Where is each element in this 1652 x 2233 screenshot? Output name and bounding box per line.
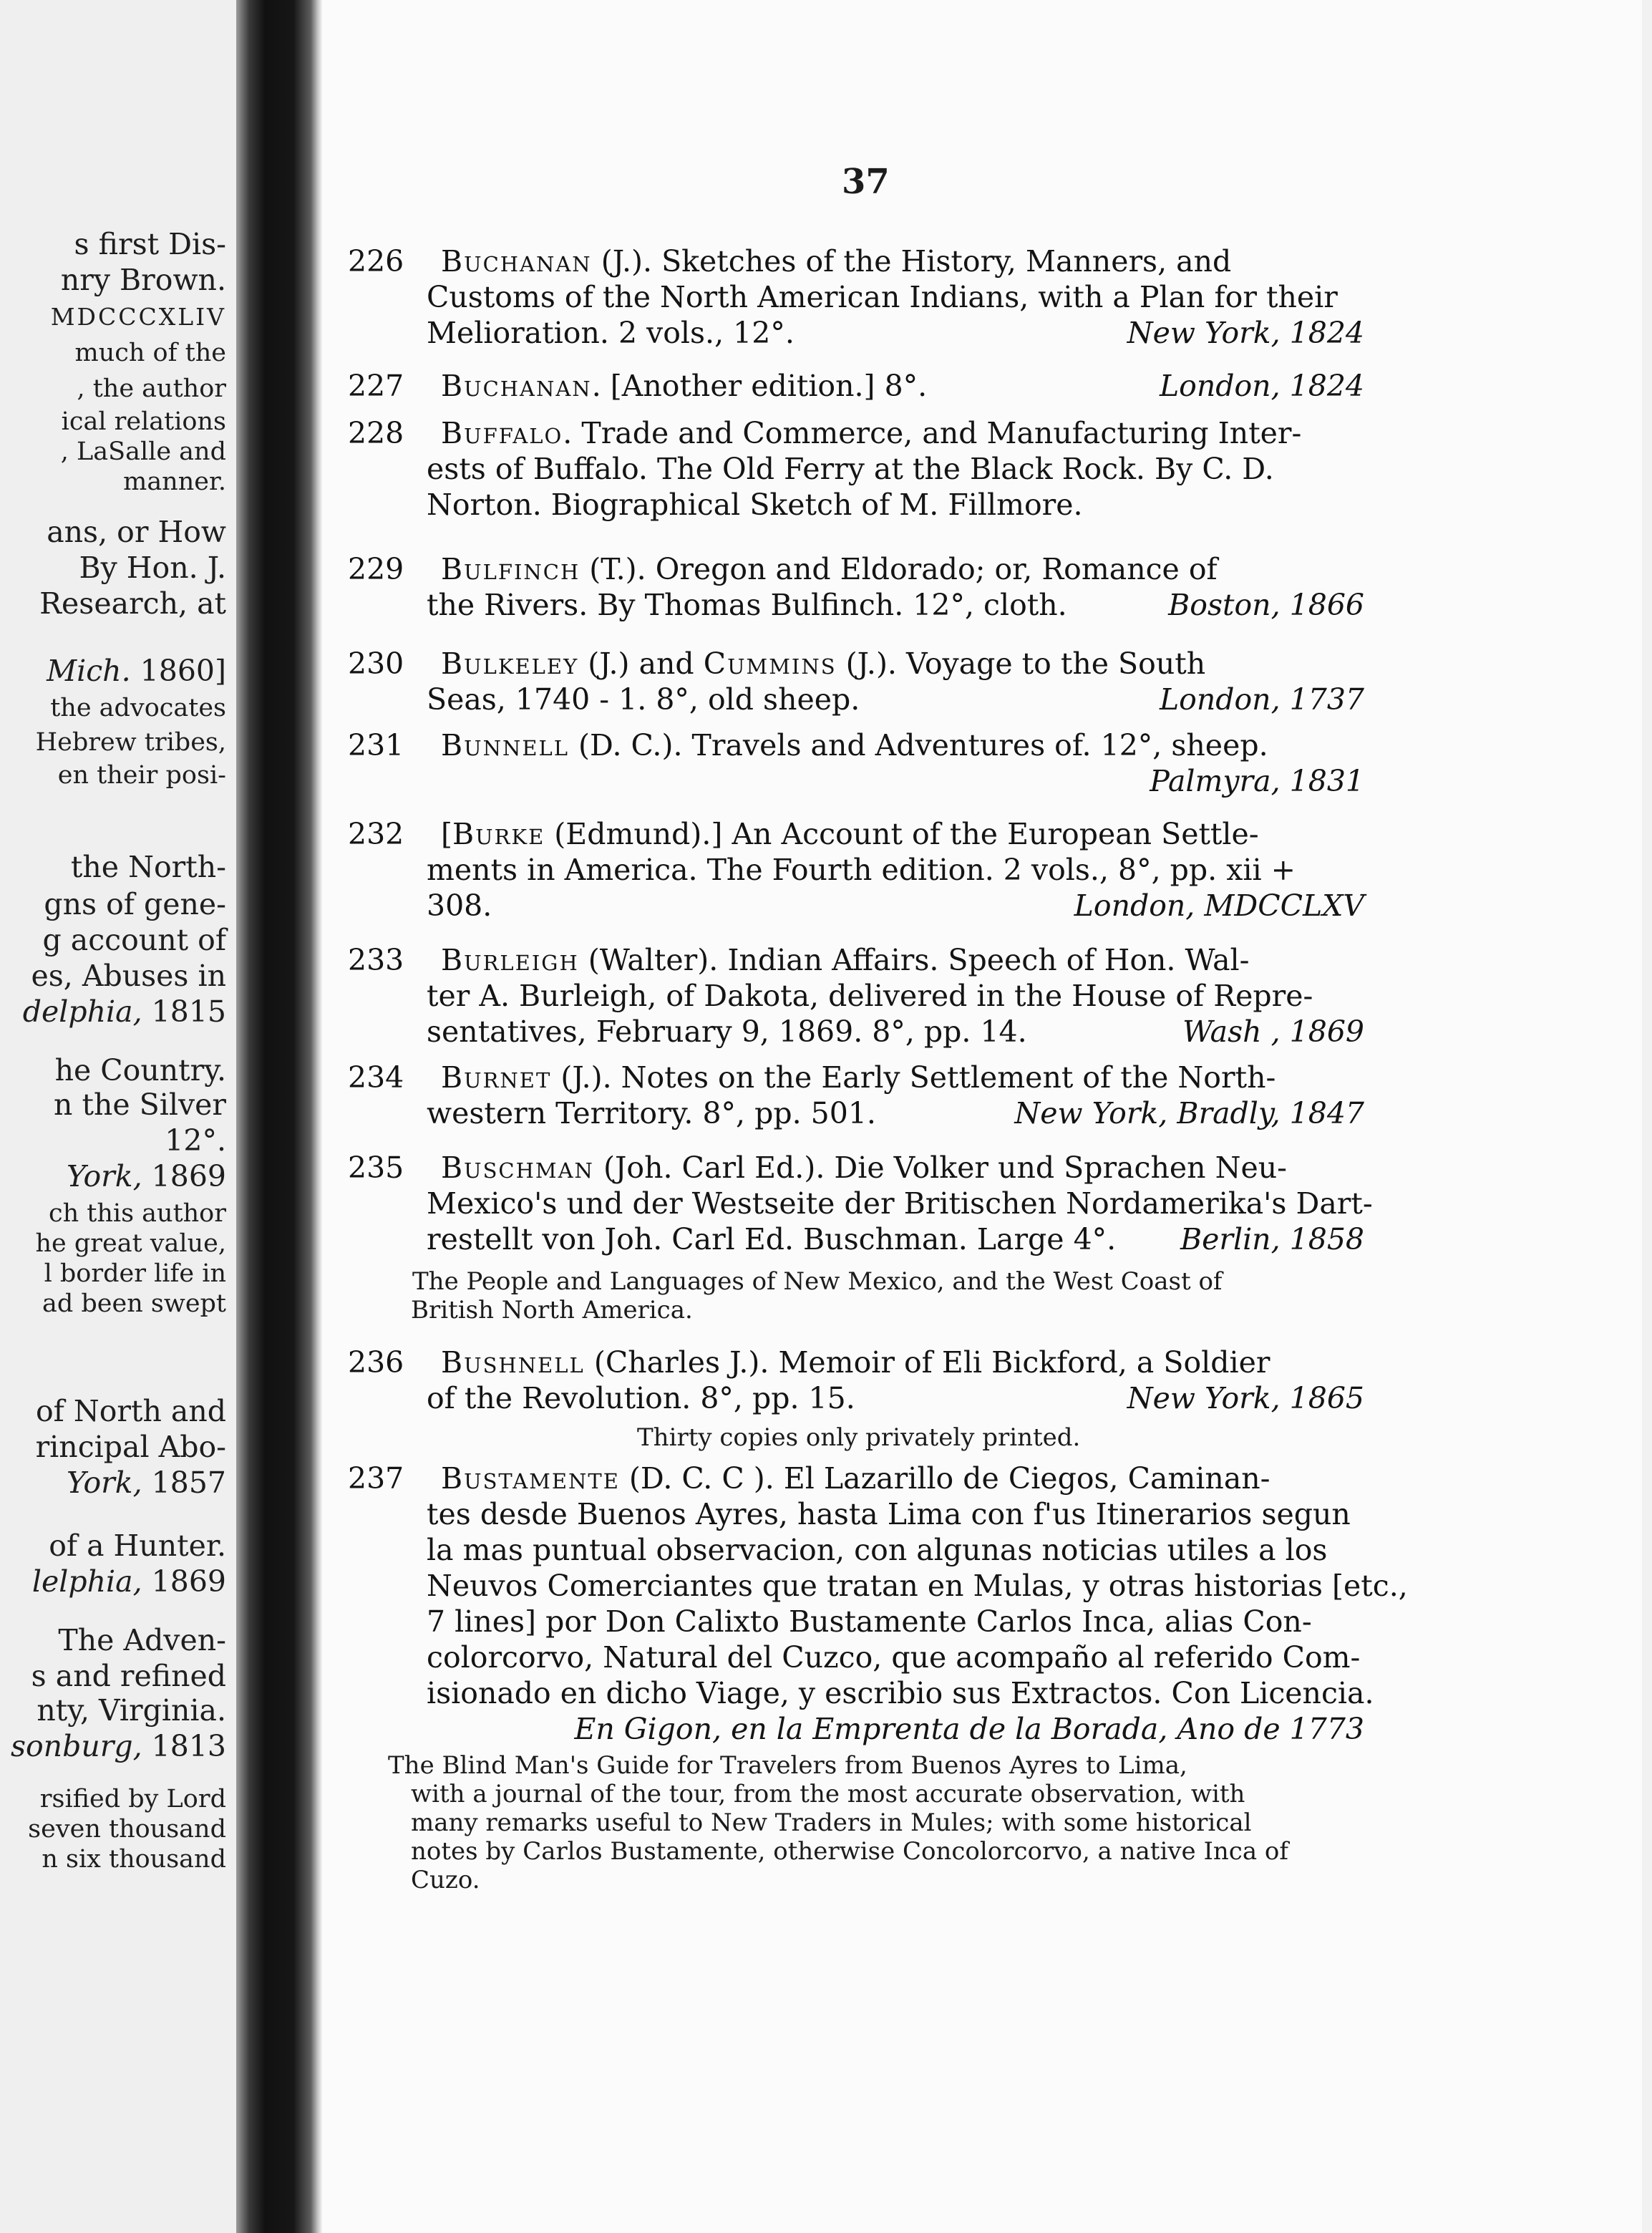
- left-fragment-line: MDCCCXLIV: [50, 303, 226, 331]
- entry-text: Neuvos Comerciantes que tratan en Mulas, y otras historias [etc.,: [427, 1569, 1408, 1603]
- entry-note-line: British North America.: [411, 1296, 693, 1324]
- entry-text: colorcorvo, Natural del Cuzco, que acompaño al referido Com-: [427, 1640, 1361, 1675]
- entry-line: [348, 487, 1364, 523]
- left-fragment-line: rsified by Lord: [39, 1785, 226, 1813]
- left-fragment-line: ad been swept: [42, 1289, 226, 1318]
- left-fragment-line: York, 1869: [66, 1159, 226, 1193]
- left-fragment-line: 12°.: [165, 1123, 226, 1158]
- left-fragment-line: nry Brown.: [60, 263, 226, 297]
- bibliography-entry: [348, 1461, 1408, 1747]
- entry-text: Buchanan. [Another edition.] 8°.: [441, 369, 928, 403]
- entry-text: ter A. Burleigh, of Dakota, delivered in the House of Repre-: [427, 979, 1313, 1013]
- entry-note-line: The People and Languages of New Mexico, and the West Coast of: [412, 1267, 1223, 1296]
- bibliography-entry: [348, 942, 1364, 1050]
- left-fragment-line: manner.: [123, 468, 226, 496]
- left-fragment-line: l border life in: [44, 1259, 226, 1288]
- left-fragment-line: ch this author: [49, 1199, 226, 1228]
- left-fragment-line: s first Dis-: [74, 227, 226, 261]
- bibliography-entry: [348, 1150, 1373, 1257]
- entry-line: [348, 978, 1364, 1014]
- entry-text: Bulkeley (J.) and Cummins (J.). Voyage to the South: [441, 646, 1206, 681]
- entry-line: [348, 1568, 1408, 1604]
- left-fragment-line: the North-: [70, 850, 226, 884]
- page-number: 37: [842, 162, 890, 202]
- entry-text: western Territory. 8°, pp. 501.: [427, 1096, 876, 1130]
- left-fragment-line: g account of: [42, 923, 226, 957]
- entry-line: [348, 1675, 1374, 1711]
- page-edge: [1642, 0, 1652, 2233]
- left-page-text-fragments: [0, 0, 236, 2233]
- entry-line: [348, 682, 1364, 717]
- entry-number: 233: [348, 943, 404, 977]
- entry-imprint: Berlin, 1858: [1180, 1222, 1364, 1256]
- bibliography-entry: [348, 1060, 1364, 1131]
- left-fragment-line: s and refined: [31, 1659, 226, 1693]
- entry-note-line: Cuzo.: [411, 1866, 480, 1894]
- entry-line: [348, 763, 1364, 799]
- bibliography-entry: [348, 243, 1364, 351]
- entry-line: [348, 1639, 1364, 1675]
- entry-note-line: with a journal of the tour, from the most accurate observation, with: [411, 1780, 1245, 1808]
- entry-text: [Burke (Edmund).] An Account of the European Settle-: [441, 817, 1259, 851]
- entry-line: [348, 646, 1364, 682]
- entry-line: [348, 1532, 1364, 1568]
- left-fragment-line: , the author: [77, 374, 226, 403]
- entry-line: [348, 1095, 1364, 1131]
- entry-text: Buffalo. Trade and Commerce, and Manufacturing Inter-: [441, 416, 1302, 450]
- entry-line: [348, 1060, 1364, 1095]
- left-fragment-line: seven thousand: [28, 1815, 226, 1844]
- entry-text: la mas puntual observacion, con algunas noticias utiles a los: [427, 1533, 1328, 1567]
- entry-line: [348, 1380, 1364, 1416]
- left-fragment-line: sonburg, 1813: [10, 1729, 226, 1763]
- left-fragment-line: of North and: [35, 1394, 226, 1428]
- entry-line: [348, 888, 1364, 924]
- entry-imprint: Boston, 1866: [1168, 588, 1364, 622]
- entry-number: 230: [348, 646, 404, 681]
- bibliography-entry: [348, 727, 1364, 799]
- entry-imprint: New York, 1865: [1127, 1381, 1364, 1415]
- entry-note-line: notes by Carlos Bustamente, otherwise Concolorcorvo, a native Inca of: [411, 1837, 1288, 1866]
- left-fragment-line: of a Hunter.: [49, 1529, 226, 1563]
- entry-text: Customs of the North American Indians, with a Plan for their: [427, 280, 1338, 314]
- entry-text: Mexico's und der Westseite der Britischen Nordamerika's Dart-: [427, 1186, 1373, 1221]
- entry-line: [348, 1345, 1364, 1380]
- entry-text: ments in America. The Fourth edition. 2 vols., 8°, pp. xii +: [427, 853, 1296, 887]
- entry-line: [348, 243, 1364, 279]
- entry-imprint: New York, 1824: [1127, 316, 1364, 350]
- entry-line: [348, 816, 1364, 852]
- left-fragment-line: The Adven-: [58, 1623, 226, 1657]
- entry-imprint: Wash , 1869: [1182, 1014, 1364, 1049]
- entry-text: Burleigh (Walter). Indian Affairs. Speech of Hon. Wal-: [441, 943, 1250, 977]
- entry-line: [348, 1604, 1364, 1639]
- entry-imprint: London, 1824: [1159, 369, 1364, 403]
- entry-line: [348, 1221, 1364, 1257]
- left-fragment-line: , LaSalle and: [60, 437, 226, 466]
- entry-imprint: London, 1737: [1159, 682, 1364, 717]
- left-fragment-line: Mich. 1860]: [47, 654, 226, 688]
- left-fragment-line: n the Silver: [54, 1088, 226, 1122]
- entry-note-line: Thirty copies only privately printed.: [637, 1423, 1081, 1452]
- entry-number: 228: [348, 416, 404, 450]
- entry-line: [348, 1150, 1364, 1186]
- bibliography-entry: [348, 1345, 1364, 1416]
- entry-imprint: En Gigon, en la Emprenta de la Borada, Ano de 1773: [574, 1712, 1364, 1746]
- entry-text: tes desde Buenos Ayres, hasta Lima con f'us Itinerarios segun: [427, 1497, 1351, 1531]
- left-fragment-line: n six thousand: [42, 1845, 226, 1874]
- entry-note-line: many remarks useful to New Traders in Mules; with some historical: [411, 1808, 1252, 1837]
- entry-imprint: London, MDCCLXV: [1074, 888, 1364, 923]
- bibliography-entry: [348, 551, 1364, 623]
- entry-text: of the Revolution. 8°, pp. 15.: [427, 1381, 855, 1415]
- entry-text: Norton. Biographical Sketch of M. Fillmore.: [427, 488, 1083, 522]
- left-fragment-line: he great value,: [35, 1229, 226, 1258]
- entry-number: 234: [348, 1060, 404, 1095]
- entry-line: [348, 1014, 1364, 1050]
- entry-imprint: New York, Bradly, 1847: [1014, 1096, 1364, 1130]
- left-fragment-line: much of the: [74, 339, 226, 367]
- entry-note-line: The Blind Man's Guide for Travelers from Buenos Ayres to Lima,: [388, 1751, 1187, 1780]
- entry-text: Burnet (J.). Notes on the Early Settlement of the North-: [441, 1060, 1276, 1095]
- bibliography-entry: [348, 415, 1364, 523]
- left-fragment-line: ical relations: [61, 407, 226, 436]
- entry-text: sentatives, February 9, 1869. 8°, pp. 14.: [427, 1014, 1027, 1049]
- left-facing-page: [0, 0, 236, 2233]
- left-fragment-line: Hebrew tribes,: [35, 728, 226, 757]
- entry-number: 236: [348, 1345, 404, 1380]
- entry-number: 237: [348, 1461, 404, 1496]
- entry-line: [348, 1186, 1373, 1221]
- entry-text: restellt von Joh. Carl Ed. Buschman. Large 4°.: [427, 1222, 1117, 1256]
- entry-text: Buschman (Joh. Carl Ed.). Die Volker und Sprachen Neu-: [441, 1151, 1287, 1185]
- entry-text: Bustamente (D. C. C ). El Lazarillo de Ciegos, Caminan-: [441, 1461, 1270, 1496]
- entry-line: [348, 415, 1364, 451]
- entry-imprint: Palmyra, 1831: [1150, 764, 1364, 798]
- entry-number: 226: [348, 244, 404, 278]
- left-fragment-line: en their posi-: [57, 761, 226, 790]
- entry-number: 235: [348, 1151, 404, 1185]
- entry-text: isionado en dicho Viage, y escribio sus Extractos. Con Licencia.: [427, 1676, 1374, 1710]
- entry-number: 227: [348, 369, 404, 403]
- left-fragment-line: York, 1857: [66, 1466, 226, 1500]
- left-fragment-line: he Country.: [54, 1053, 226, 1088]
- entry-line: [348, 942, 1364, 978]
- entry-text: Seas, 1740 - 1. 8°, old sheep.: [427, 682, 860, 717]
- entry-line: [348, 279, 1364, 315]
- left-fragment-line: lelphia, 1869: [31, 1564, 226, 1599]
- entry-text: the Rivers. By Thomas Bulfinch. 12°, cloth.: [427, 588, 1067, 622]
- entry-line: [348, 1711, 1364, 1747]
- entry-line: [348, 852, 1364, 888]
- entry-text: 308.: [427, 888, 492, 923]
- left-fragment-line: Research, at: [39, 586, 226, 621]
- entry-text: Bushnell (Charles J.). Memoir of Eli Bickford, a Soldier: [441, 1345, 1270, 1380]
- entry-line: [348, 1496, 1364, 1532]
- left-fragment-line: es, Abuses in: [31, 959, 226, 993]
- left-fragment-line: ans, or How: [47, 515, 226, 549]
- entry-line: [348, 587, 1364, 623]
- entry-text: Bunnell (D. C.). Travels and Adventures of. 12°, sheep.: [441, 728, 1268, 762]
- entry-text: 7 lines] por Don Calixto Bustamente Carlos Inca, alias Con-: [427, 1604, 1312, 1639]
- bibliography-entry: [348, 646, 1364, 717]
- entry-text: Bulfinch (T.). Oregon and Eldorado; or, Romance of: [441, 552, 1218, 586]
- bibliography-entry: [348, 368, 1364, 404]
- entry-text: ests of Buffalo. The Old Ferry at the Black Rock. By C. D.: [427, 452, 1274, 486]
- entry-line: [348, 727, 1364, 763]
- entry-number: 231: [348, 728, 404, 762]
- left-fragment-line: By Hon. J.: [79, 551, 226, 585]
- left-fragment-line: nty, Virginia.: [37, 1693, 226, 1728]
- left-fragment-line: the advocates: [50, 694, 226, 722]
- entry-line: [348, 451, 1364, 487]
- left-fragment-line: rincipal Abo-: [35, 1430, 226, 1464]
- left-fragment-line: delphia, 1815: [22, 994, 226, 1029]
- entry-number: 229: [348, 552, 404, 586]
- entry-line: [348, 1461, 1364, 1496]
- entry-text: Buchanan (J.). Sketches of the History, Manners, and: [441, 244, 1232, 278]
- entry-text: Melioration. 2 vols., 12°.: [427, 316, 795, 350]
- book-gutter-shadow: [236, 0, 322, 2233]
- entry-line: [348, 315, 1364, 351]
- entry-line: [348, 368, 1364, 404]
- entry-line: [348, 551, 1364, 587]
- left-fragment-line: gns of gene-: [44, 887, 226, 921]
- bibliography-entry: [348, 816, 1364, 924]
- entry-number: 232: [348, 817, 404, 851]
